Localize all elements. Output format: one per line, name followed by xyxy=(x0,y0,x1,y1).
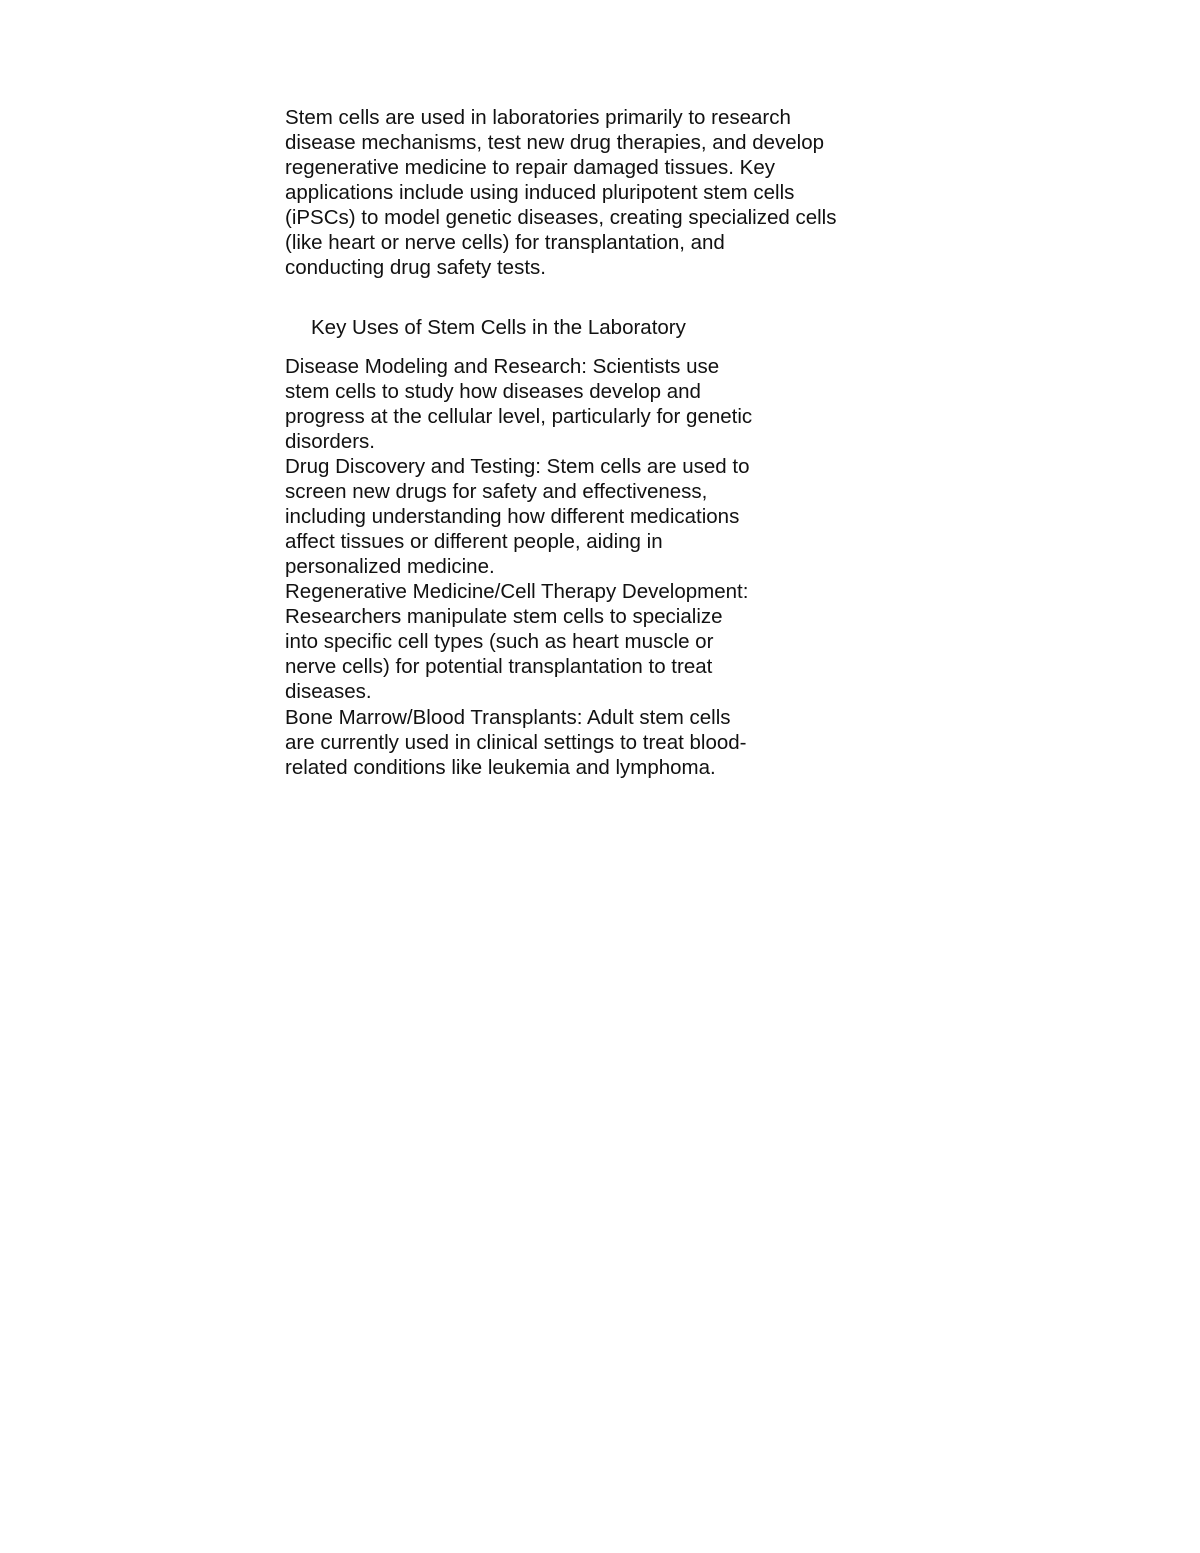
list-item-line: personalized medicine. xyxy=(285,555,495,578)
list-item-line: into specific cell types (such as heart muscle or xyxy=(285,630,714,653)
list-item-line: Bone Marrow/Blood Transplants: Adult stem cells xyxy=(285,706,731,729)
list-item-line: nerve cells) for potential transplantation to treat xyxy=(285,655,713,678)
list-item-line: Drug Discovery and Testing: Stem cells are used to xyxy=(285,455,750,478)
list-item-line: Researchers manipulate stem cells to specialize xyxy=(285,605,723,628)
section-heading: Key Uses of Stem Cells in the Laboratory xyxy=(311,316,686,339)
list-item-line: screen new drugs for safety and effectiveness, xyxy=(285,480,708,503)
list-item-line: affect tissues or different people, aiding in xyxy=(285,530,663,553)
intro-line: conducting drug safety tests. xyxy=(285,256,546,279)
list-item-line: diseases. xyxy=(285,680,372,703)
intro-line: Stem cells are used in laboratories primarily to research xyxy=(285,106,791,129)
intro-line: applications include using induced pluripotent stem cells xyxy=(285,181,795,204)
list-item-line: stem cells to study how diseases develop and xyxy=(285,380,701,403)
intro-line: regenerative medicine to repair damaged tissues. Key xyxy=(285,156,775,179)
list-item-line: progress at the cellular level, particularly for genetic xyxy=(285,405,753,428)
intro-line: disease mechanisms, test new drug therapies, and develop xyxy=(285,131,825,154)
list-item-line: related conditions like leukemia and lymphoma. xyxy=(285,756,716,779)
list-item-line: including understanding how different medications xyxy=(285,505,740,528)
list-item-line: are currently used in clinical settings to treat blood- xyxy=(285,731,747,754)
intro-line: (iPSCs) to model genetic diseases, creating specialized cells xyxy=(285,206,837,229)
intro-line: (like heart or nerve cells) for transplantation, and xyxy=(285,231,725,254)
list-item-line: disorders. xyxy=(285,430,376,453)
list-item-line: Regenerative Medicine/Cell Therapy Development: xyxy=(285,580,749,603)
list-item-line: Disease Modeling and Research: Scientists use xyxy=(285,355,720,378)
